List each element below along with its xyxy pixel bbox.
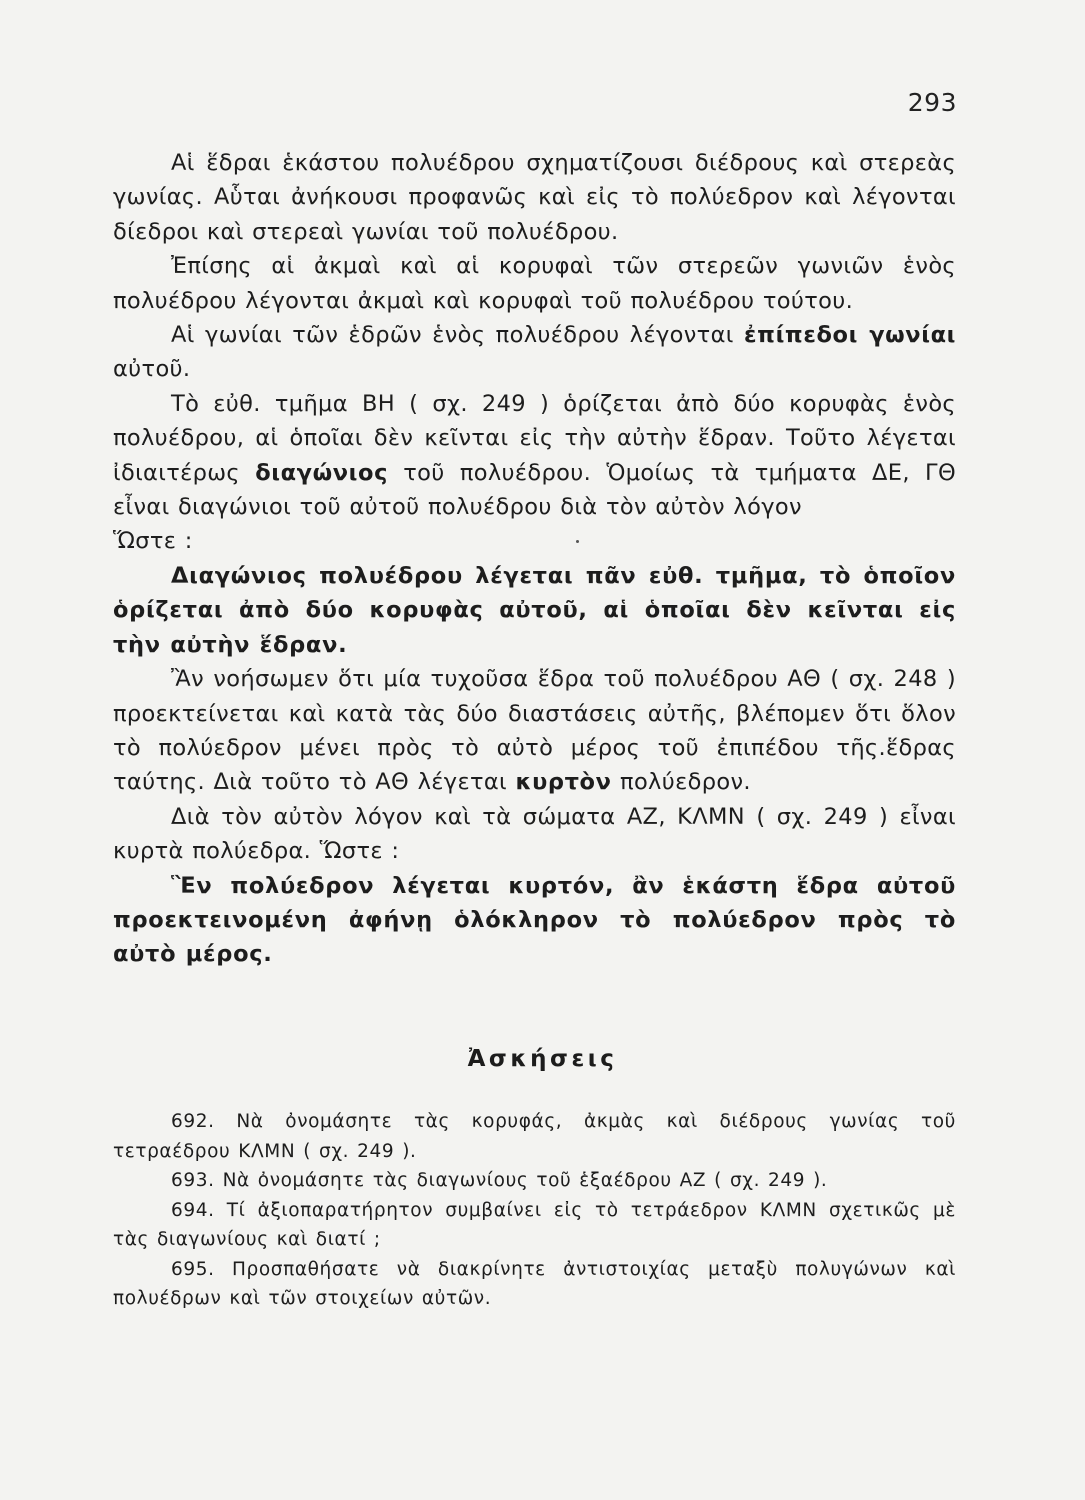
text-run: Ἂν νοήσωμεν ὅτι μία τυχοῦσα ἕδρα τοῦ πολυέδρου ΑΘ ( σχ. 248 ) προεκτείνεται καὶ κατὰ τὰς δύο διαστάσεις αὐτῆς, βλέπομεν ὅτι ὅλον τὸ πολύεδρον μένει πρὸς τὸ αὐτὸ μέρος τοῦ ἐπιπέδου τῆς.ἕδρας ταύτης. Διὰ τοῦτο τὸ ΑΘ λέγεται xyxy=(113,666,956,796)
exercises-heading: Ἀσκήσεις xyxy=(467,1046,618,1072)
exercise-item: 695. Προσπαθήσατε νὰ διακρίνητε ἀντιστοιχίας μεταξὺ πολυγώνων καὶ πολυέδρων καὶ τῶν στοιχείων αὐτῶν. xyxy=(113,1258,956,1309)
exercise-item: 693. Νὰ ὀνομάσητε τὰς διαγωνίους τοῦ ἑξαέδρου ΑΖ ( σχ. 249 ). xyxy=(171,1170,828,1191)
term-plane-angles: ἐπίπεδοι γωνίαι xyxy=(744,322,956,349)
paragraph-diagonal xyxy=(113,387,956,525)
term-convex: κυρτὸν xyxy=(515,769,612,796)
paragraph-plane-angles xyxy=(113,318,956,387)
main-text xyxy=(113,146,956,972)
text-run: Αἱ γωνίαι τῶν ἑδρῶν ἑνὸς πολυέδρου λέγονται xyxy=(171,322,745,349)
exercise-item: 694. Τί ἀξιοπαρατήρητον συμβαίνει εἰς τὸ τετράεδρον ΚΛΜΝ σχετικῶς μὲ τὰς διαγωνίους καὶ διατί ; xyxy=(113,1199,956,1250)
exercise-item: 692. Νὰ ὀνομάσητε τὰς κορυφάς, ἀκμὰς καὶ διέδρους γωνίας τοῦ τετραέδρου ΚΛΜΝ ( σχ. 249 ). xyxy=(113,1111,956,1162)
page-number: 293 xyxy=(907,88,957,117)
paragraph-dihedral-angles: Αἱ ἕδραι ἑκάστου πολυέδρου σχηματίζουσι διέδρους καὶ στερεὰς γωνίας. Αὗται ἀνήκουσι προφανῶς καὶ εἰς τὸ πολύεδρον καὶ λέγονται δίεδροι καὶ στερεαὶ γωνίαι τοῦ πολυέδρου. xyxy=(113,150,956,245)
term-diagonal: διαγώνιος xyxy=(255,459,389,486)
paragraph-convex-bodies: Διὰ τὸν αὐτὸν λόγον καὶ τὰ σώματα ΑΖ, ΚΛΜΝ ( σχ. 249 ) εἶναι κυρτὰ πολύεδρα. Ὥστε : xyxy=(113,803,956,865)
definition-diagonal: Διαγώνιος πολυέδρου λέγεται πᾶν εὐθ. τμῆμα, τὸ ὁποῖον ὁρίζεται ἀπὸ δύο κορυφὰς αὐτοῦ, αἱ ὁποῖαι δὲν κεῖνται εἰς τὴν αὐτὴν ἕδραν. xyxy=(113,562,956,658)
paragraph-edges-vertices: Ἐπίσης αἱ ἀκμαὶ καὶ αἱ κορυφαὶ τῶν στερεῶν γωνιῶν ἑνὸς πολυέδρου λέγονται ἀκμαὶ καὶ κορυφαὶ τοῦ πολυέδρου τούτου. xyxy=(113,253,956,314)
text-run: πολύεδρον. xyxy=(611,769,751,796)
exercises-list xyxy=(113,1107,956,1314)
text-run: αὐτοῦ. xyxy=(113,356,191,383)
paragraph-convex xyxy=(113,662,956,800)
paragraph-hence-1: Ὥστε : xyxy=(113,528,193,555)
definition-convex: Ἓν πολύεδρον λέγεται κυρτόν, ἂν ἑκάστη ἕδρα αὐτοῦ προεκτεινομένη ἀφήνῃ ὁλόκληρον τὸ πολύεδρον πρὸς τὸ αὐτὸ μέρος. xyxy=(113,872,956,968)
text-run: τοῦ πολυέδρου. Ὁμοίως τὰ τμήματα ΔΕ, ΓΘ εἶναι διαγώνιοι τοῦ αὐτοῦ πολυέδρου διὰ τὸν αὐτὸν λόγον xyxy=(113,459,956,521)
print-speck xyxy=(576,540,579,543)
text-run: Τὸ εὐθ. τμῆμα ΒΗ ( σχ. 249 ) ὁρίζεται ἀπὸ δύο κορυφὰς ἑνὸς πολυέδρου, αἱ ὁποῖαι δὲν κεῖνται εἰς τὴν αὐτὴν ἕδραν. Τοῦτο λέγεται ἰδιαιτέρως xyxy=(113,390,956,486)
